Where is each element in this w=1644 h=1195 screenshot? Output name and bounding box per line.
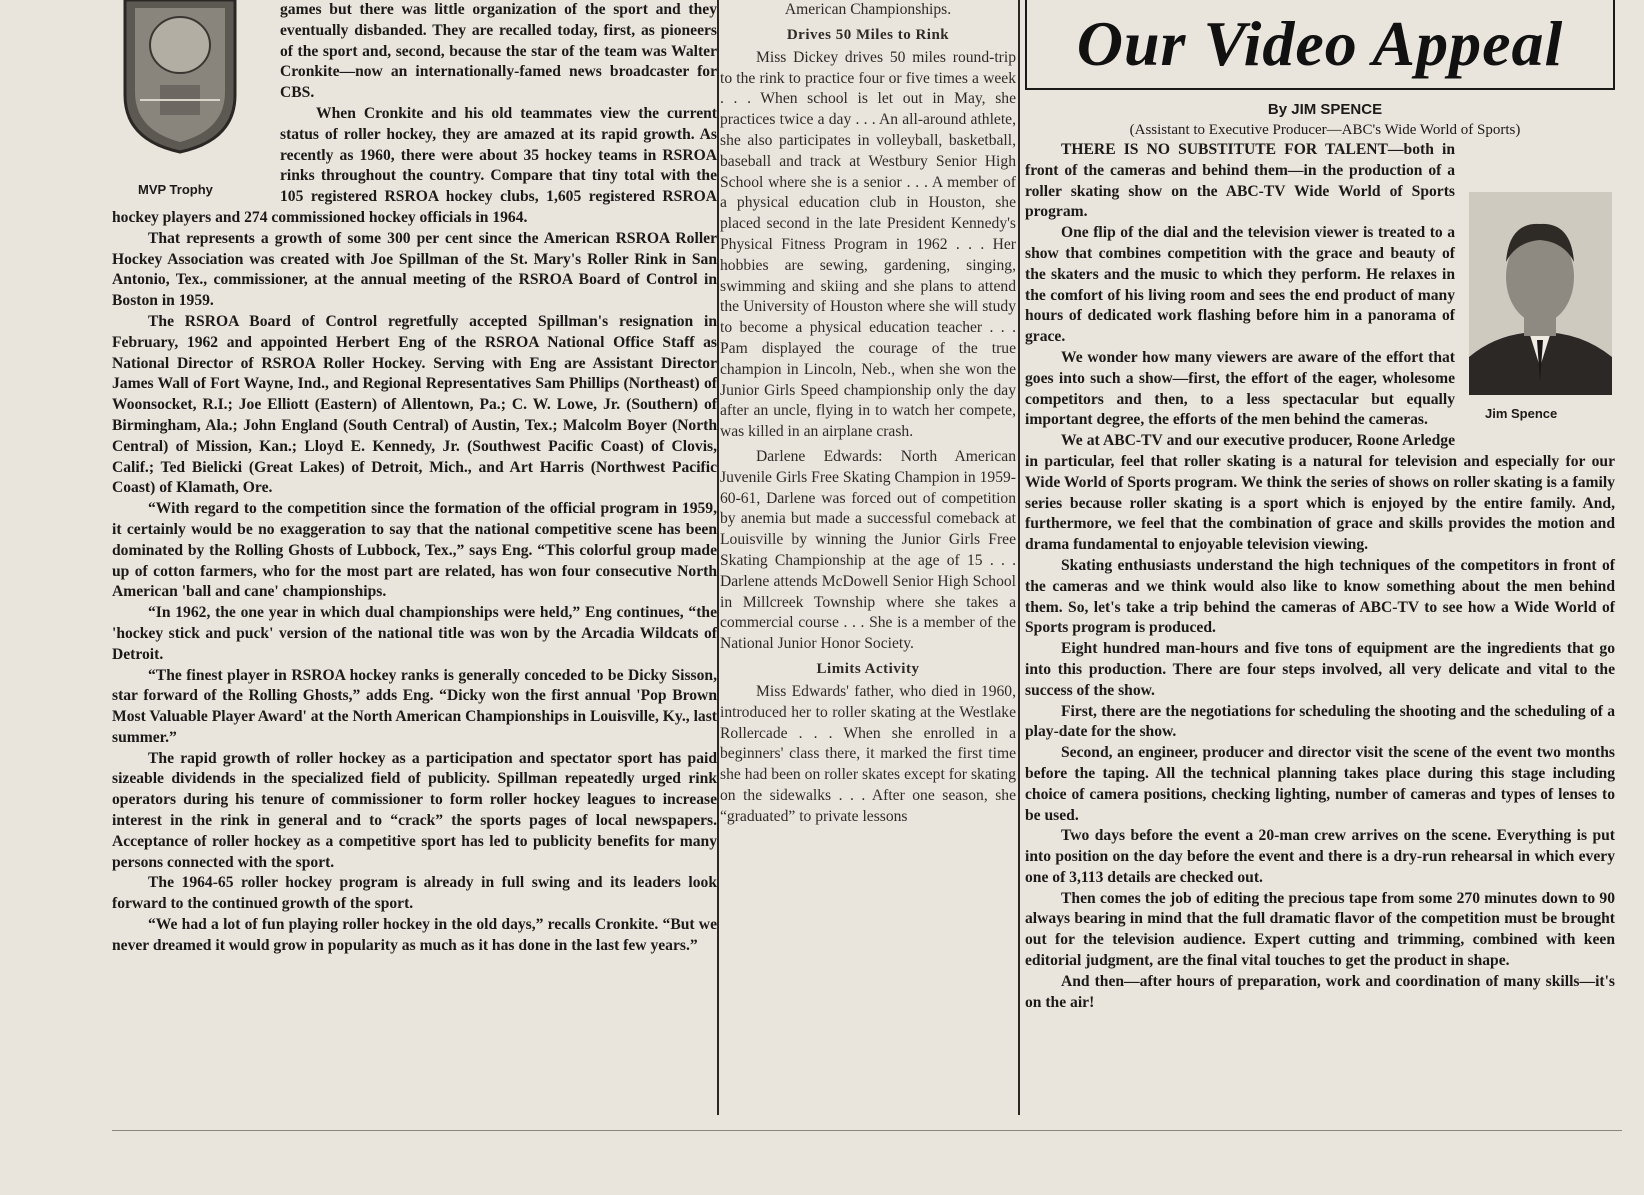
author-photo bbox=[1469, 192, 1612, 395]
paragraph: The 1964-65 roller hockey program is already in full swing and its leaders look forward to the continued growth of the sport. bbox=[112, 874, 717, 913]
paragraph: The rapid growth of roller hockey as a participation and spectator sport has paid sizeable dividends in the specialized field of publicity. Spillman repeatedly urged rink operators during his tenure of commissioner to form roller hockey leagues to increase interest in the rink in general and to “crack” the sports pages of local newspapers. Acceptance of roller hockey as a competitive sport has led to publicity benefits for many persons connected with the sport. bbox=[112, 749, 717, 871]
subhead-drives: Drives 50 Miles to Rink bbox=[786, 26, 950, 43]
column-skater-profiles bbox=[720, 0, 1016, 1130]
mvp-trophy-figure bbox=[112, 0, 272, 205]
paragraph: Two days before the event a 20-man crew arrives on the scene. Everything is put into position on the day before the event and there is a dry-run rehearsal in which every one of 3,113 details are checked out. bbox=[1025, 827, 1615, 886]
paragraph: First, there are the negotiations for scheduling the shooting and the scheduling of a play-date for the show. bbox=[1025, 702, 1615, 741]
author-photo-figure bbox=[1465, 192, 1615, 432]
column-divider bbox=[717, 0, 719, 1115]
paragraph: “We had a lot of fun playing roller hockey in the old days,” recalls Cronkite. “But we never dreamed it would grow in popularity as much as it has done in the last few years.” bbox=[112, 916, 717, 954]
paragraph: And then—after hours of preparation, work and coordination of many skills—it's on the air! bbox=[1025, 972, 1615, 1011]
paragraph: One flip of the dial and the television viewer is treated to a show that combines competition with the grace and beauty of the skaters and the music to which they perform. He relaxes in the comfort of his living room and sees the end product of many hours of dedicated work flashing before him in a panorama of grace. bbox=[1025, 224, 1455, 346]
column-roller-hockey bbox=[112, 0, 717, 1130]
paragraph: Skating enthusiasts understand the high techniques of the competitors in front of the cameras and we think would also like to know something about the men behind them. So, let's take a trip behind the cameras of ABC-TV to see how a Wide World of Sports program is produced. bbox=[1025, 556, 1615, 637]
paragraph: THERE IS NO SUBSTITUTE FOR TALENT—both in front of the cameras and behind them—in the production of a roller skating show on the ABC-TV Wide World of Sports program. bbox=[1025, 141, 1455, 221]
paragraph: games but there was little organization of the sport and they eventually disbanded. They are recalled today, first, as pioneers of the sport and, second, because the star of the team was Walter Cronkite—now an internationally-famed news broadcaster for CBS. bbox=[280, 1, 717, 102]
banner-box bbox=[1025, 0, 1615, 90]
paragraph: We at ABC-TV and our executive producer, Roone Arledge in particular, feel that roller skating is a natural for television and especially for our Wide World of Sports program. We think the series of shows on roller skating is a family series because roller skating is a sport which is enjoyed by the entire family. And, furthermore, we feel that the combination of grace and skills provides the motion and drama fundamental to enjoyable television viewing. bbox=[1025, 432, 1615, 554]
bottom-rule bbox=[112, 1130, 1622, 1131]
trophy-caption: MVP Trophy bbox=[138, 182, 213, 197]
column-divider bbox=[1018, 0, 1020, 1115]
paragraph: Then comes the job of editing the precious tape from some 270 minutes down to 90 always bearing in mind that the full dramatic flavor of the competition must be brought out for the television audience. Expert cutting and trimming, combined with keen editorial judgment, are the final vital touches to get the product in shape. bbox=[1025, 889, 1615, 970]
paragraph: We wonder how many viewers are aware of the effort that goes into such a show—first, the effort of the eager, wholesome competitors and then, to a less spectacular but equally important degree, the efforts of the men behind the cameras. bbox=[1025, 348, 1455, 429]
paragraph: Miss Dickey drives 50 miles round-trip to the rink to practice four or five times a week . . . When school is let out in May, she practices twice a day . . . An all-around athlete, she also participates in volleyball, basketball, baseball and track at Westbury Senior High School where she is a senior . . . A member of a physical education club in Houston, she placed second in the late President Kennedy's Physical Fitness Program in 1962 . . . Her hobbies are sewing, gardening, singing, swimming and skiing and she plans to attend the University of Houston where she will study to become a physical education teacher . . . Pam displayed the courage of the true champion in Lincoln, Neb., when she won the Junior Girls Speed championship only the day after an uncle, flying in to watch her compete, was killed in an airplane crash. bbox=[720, 48, 1016, 441]
author-affiliation: (Assistant to Executive Producer—ABC's Wide World of Sports) bbox=[1129, 122, 1521, 138]
top-line: American Championships. bbox=[784, 1, 952, 18]
photo-caption: Jim Spence bbox=[1485, 406, 1558, 421]
paragraph: Eight hundred man-hours and five tons of equipment are the ingredients that go into this production. There are four steps involved, all very delicate and vital to the success of the show. bbox=[1025, 640, 1615, 699]
paragraph: Second, an engineer, producer and director visit the scene of the event two months before the taping. All the technical planning takes place during this stage including choice of camera positions, checking lighting, number of cameras and types of lenses to be used. bbox=[1025, 744, 1615, 824]
mvp-trophy-image bbox=[120, 0, 240, 155]
paragraph: Darlene Edwards: North American Juvenile Girls Free Skating Champion in 1959-60-61, Darlene was forced out of competition by anemia but made a successful comeback at Louisville by winning the Junior Girls Free Skating Championship at the age of 15 . . . Darlene attends McDowell Senior High School in Millcreek Township where she takes a commercial course . . . She is a member of the National Junior Honor Society. bbox=[720, 447, 1016, 653]
paragraph: “The finest player in RSROA hockey ranks is generally conceded to be Dicky Sisson, star forward of the Rolling Ghosts,” adds Eng. “Dicky won the first annual 'Pop Brown Most Valuable Player Award' at the North American Championships in Louisville, Ky., last summer.” bbox=[112, 666, 717, 746]
paragraph: The RSROA Board of Control regretfully accepted Spillman's resignation in February, 1962 and appointed Herbert Eng of the RSROA National Office Staff as National Director of RSROA Roller Hockey. Serving with Eng are Assistant Director James Wall of Fort Wayne, Ind., and Regional Representatives Sam Phillips (Northeast) of Woonsocket, R.I.; Joe Elliott (Eastern) of Allentown, Pa.; C. W. Lowe, Jr. (Southern) of Birmingham, Ala.; John England (South Central) of Austin, Tex.; Malcolm Boyer (North Central) of Mission, Kan.; Lloyd E. Kennedy, Jr. (Southwest Pacific Coast) of Clovis, Calif.; Ted Bielicki (Great Lakes) of Detroit, Mich., and Art Harris (Northwest Pacific Coast) of Klamath, Ore. bbox=[112, 312, 717, 497]
subhead-limits: Limits Activity bbox=[816, 660, 920, 677]
paragraph: That represents a growth of some 300 per cent since the American RSROA Roller Hockey Association was created with Joe Spillman of the St. Mary's Roller Rink in San Antonio, Tex., commissioner, at the annual meeting of the RSROA Board of Control in Boston in 1959. bbox=[112, 229, 717, 310]
paragraph: “In 1962, the one year in which dual championships were held,” Eng continues, “the 'hockey stick and puck' version of the national title was won by the Arcadia Wildcats of Detroit. bbox=[112, 604, 717, 663]
paragraph: When Cronkite and his old teammates view the current status of roller hockey, they are amazed at its rapid growth. As recently as 1960, there were about 35 hockey teams in RSROA rinks throughout the country. Compare that tiny total with the 105 registered RSROA hockey clubs, 1,605 registered RSROA hockey players and 274 commissioned hockey officials in 1964. bbox=[112, 104, 717, 226]
column-video-appeal bbox=[1025, 140, 1615, 1013]
paragraph: Miss Edwards' father, who died in 1960, introduced her to roller skating at the Westlake Rollercade . . . When she enrolled in a beginners' class there, it marked the first time she had been on roller skates except for skating on the sidewalks . . . After one season, she “graduated” to private lessons bbox=[720, 682, 1016, 825]
article-title: Our Video Appeal bbox=[1076, 8, 1564, 79]
paragraph: “With regard to the competition since the formation of the official program in 1959, it certainly would be no exaggeration to say that the national competitive scene has been dominated by the Rolling Ghosts of Lubbock, Tex.,” says Eng. “This colorful group made up of cotton farmers, who for the most part are related, has won four consecutive North American 'ball and cane' championships. bbox=[112, 500, 717, 601]
byline: By JIM SPENCE bbox=[1267, 101, 1383, 118]
